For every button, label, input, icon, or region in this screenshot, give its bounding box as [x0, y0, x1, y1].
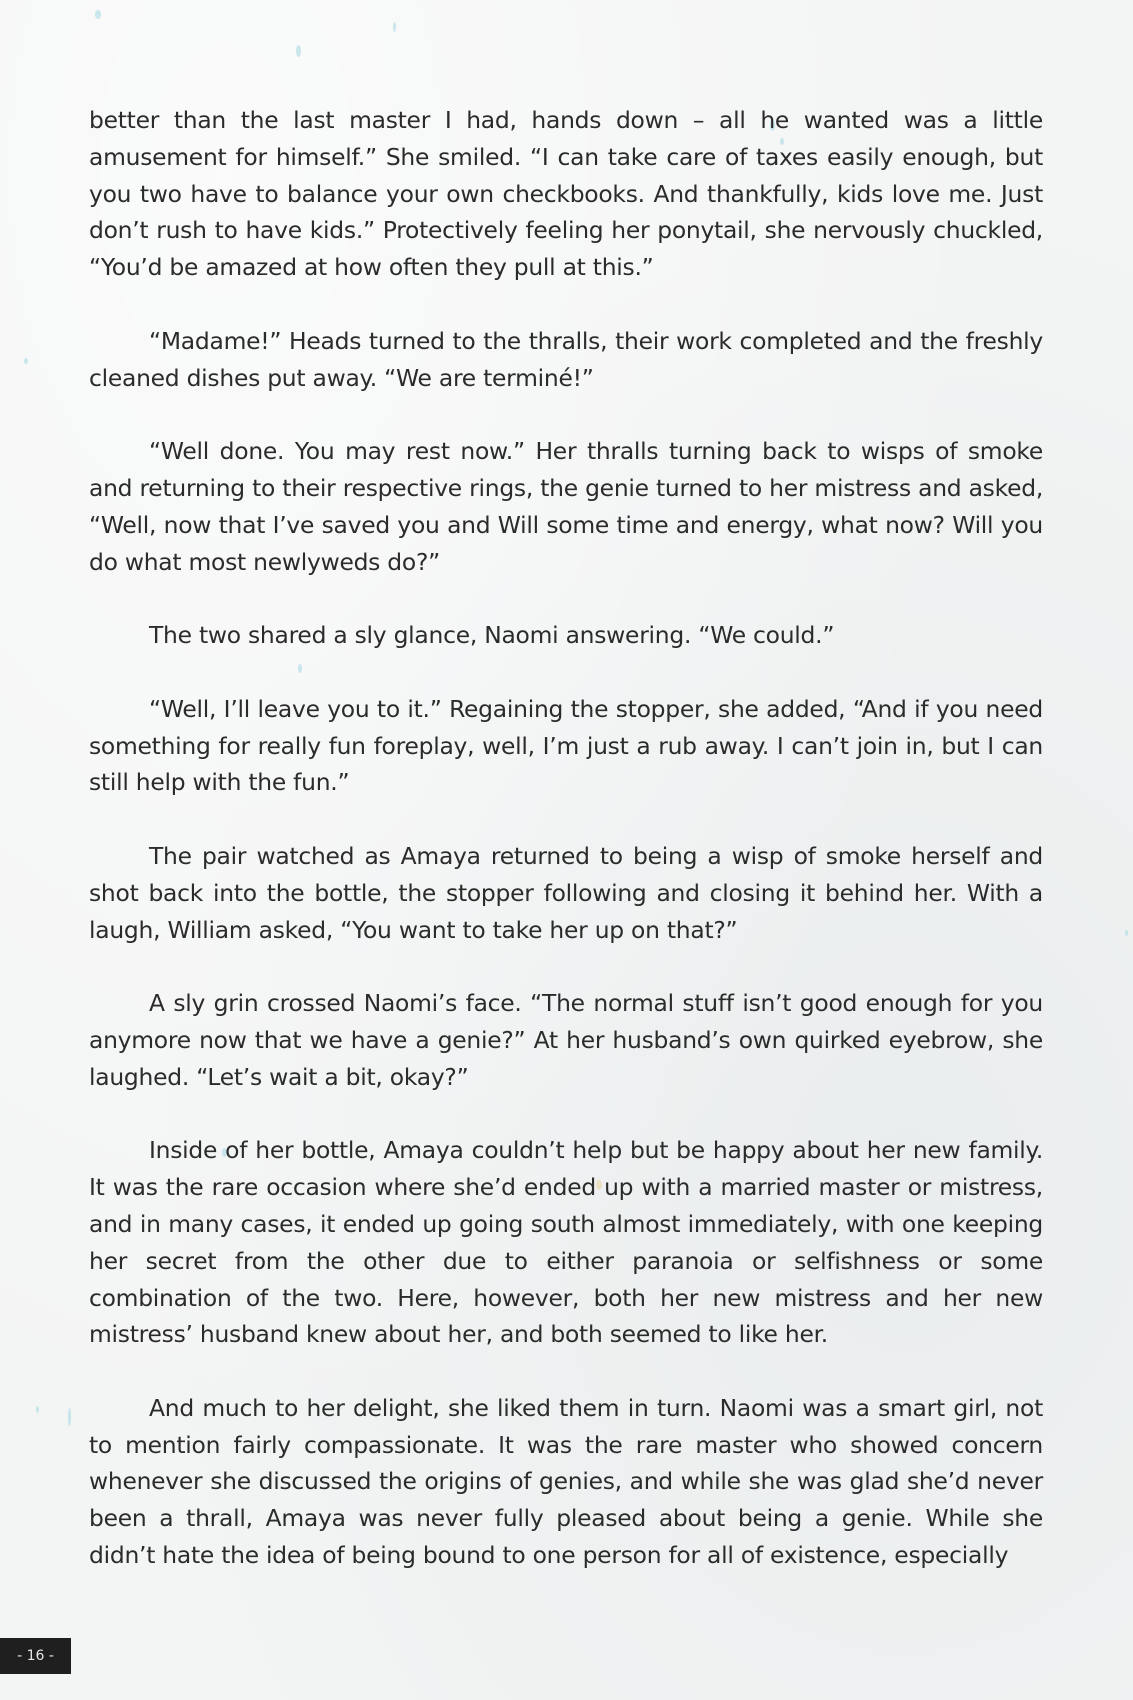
paragraph: “Well done. You may rest now.” Her thralls turning back to wisps of smoke and returning to their respective rings, the genie turned to her mistress and asked, “Well, now that I’ve saved you and Will some time and energy, what now? Will you do what most newlyweds do?”: [89, 437, 1043, 576]
paper-speck: [1125, 930, 1128, 936]
paragraph: better than the last master I had, hands down – all he wanted was a little amusement for himself.” She smiled. “I can take care of taxes easily enough, but you two have to balance your own checkbooks. And thankfully, kids love me. Just don’t rush to have kids.” Protectively feeling her ponytail, she nervously chuckled, “You’d be amazed at how often they pull at this.”: [89, 106, 1043, 282]
page-number: - 16 -: [0, 1638, 71, 1674]
paragraph: And much to her delight, she liked them in turn. Naomi was a smart girl, not to mention fairly compassionate. It was the rare master who showed concern whenever she discussed the origins of genies, and while she was glad she’d never been a thrall, Amaya was never fully pleased about being a genie. While she didn’t hate the idea of being bound to one person for all of existence, especially: [89, 1393, 1043, 1570]
body-text: [89, 102, 1043, 1611]
paragraph: “Well, I’ll leave you to it.” Regaining the stopper, she added, “And if you need something for really fun foreplay, well, I’m just a rub away. I can’t join in, but I can still help with the fun.”: [89, 694, 1043, 797]
paragraph: “Madame!” Heads turned to the thralls, their work completed and the freshly cleaned dishes put away. “We are terminé!”: [89, 326, 1043, 392]
paper-speck: [24, 358, 28, 364]
paper-speck: [393, 22, 396, 32]
paper-speck: [68, 1408, 71, 1426]
paper-speck: [95, 10, 101, 19]
paragraph: The pair watched as Amaya returned to being a wisp of smoke herself and shot back into the bottle, the stopper following and closing it behind her. With a laugh, William asked, “You want to take her up on that?”: [89, 841, 1043, 944]
paper-speck: [296, 45, 301, 57]
paragraph: Inside of her bottle, Amaya couldn’t help but be happy about her new family. It was the rare occasion where she’d ended up with a married master or mistress, and in many cases, it ended up going south almost immediately, with one keeping her secret from the other due to either paranoia or selfishness or some combination of the two. Here, however, both her new mistress and her new mistress’ husband knew about her, and both seemed to like her.: [89, 1136, 1043, 1349]
paragraph: The two shared a sly glance, Naomi answering. “We could.”: [149, 621, 835, 650]
paragraph: A sly grin crossed Naomi’s face. “The normal stuff isn’t good enough for you anymore now that we have a genie?” At her husband’s own quirked eyebrow, she laughed. “Let’s wait a bit, okay?”: [89, 989, 1043, 1091]
paper-speck: [36, 1406, 39, 1413]
